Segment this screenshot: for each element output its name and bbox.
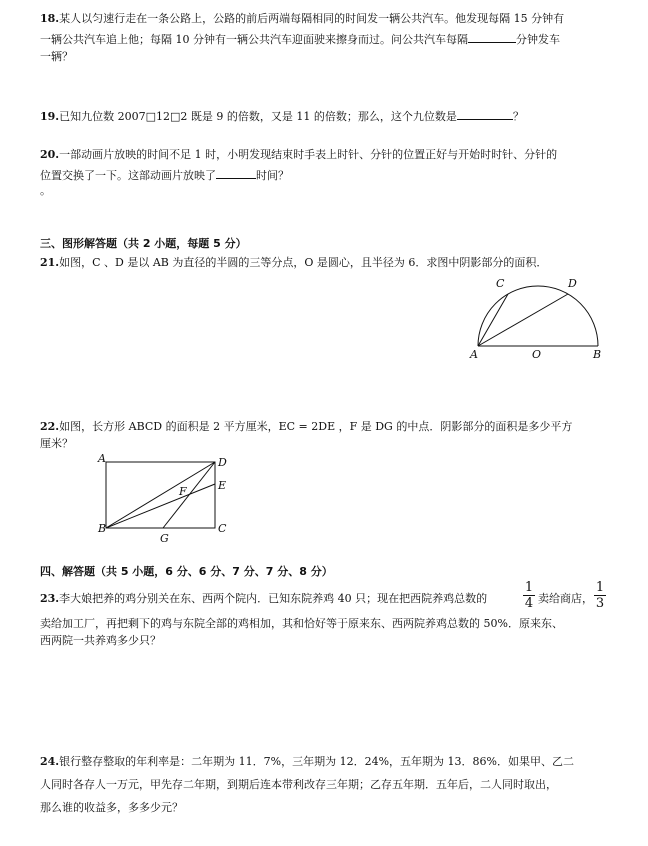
q20-text-1: 一部动画片放映的时间不足 1 时，小明发现结束时手表上时针、分针的位置正好与开始时时针、分针的 (59, 148, 558, 161)
q20-text-2: 位置交换了一下。这部动画片放映了 (40, 169, 216, 182)
q21-chord-ac (478, 294, 508, 346)
q20-line1 (40, 148, 557, 162)
q23-frac1-denominator: 4 (524, 596, 534, 611)
q22-text-2: 厘米？ (40, 437, 73, 450)
q22-label-c: C (218, 522, 227, 535)
q20-dot: 。 (40, 184, 51, 197)
q18-text-1: 某人以匀速行走在一条公路上，公路的前后两端每隔相同的时间发一辆公共汽车。他发现每隔 15 分钟有 (59, 12, 565, 25)
q20-text-2b: 时间？ (256, 169, 289, 182)
q19-number: 19. (40, 110, 60, 123)
q22-line2 (40, 437, 73, 451)
q19-end: ？ (512, 110, 524, 123)
q23-line1b: 卖给商店， (538, 592, 593, 605)
q22-line-gd (163, 462, 215, 528)
q24-line2: 人同时各存人一万元，甲先存二年期，到期后连本带利改存三年期；乙存五年期．五年后，二人同时取出， (40, 778, 557, 791)
section4-title: 四、解答题（共 5 小题，6 分、6 分、7 分、7 分、8 分） (40, 565, 333, 578)
q18-text-3: 一辆？ (40, 50, 73, 63)
q20-answer-blank[interactable] (216, 167, 256, 179)
q23-line3: 西两院一共养鸡多少只？ (40, 634, 161, 647)
q22-line-be (106, 484, 215, 528)
q22-label-a: A (98, 452, 106, 465)
q18-answer-blank[interactable] (468, 31, 516, 43)
q18-text-2b: 分钟发车 (516, 33, 560, 46)
q24-line1 (40, 755, 574, 769)
q22-figure (88, 450, 248, 546)
q18-number: 18. (40, 12, 60, 25)
q22-label-b: B (98, 522, 107, 535)
q24-line3: 那么谁的收益多，多多少元？ (40, 801, 183, 814)
q19-line (40, 108, 524, 124)
q24-text-1: 银行整存整取的年利率是：二年期为 11．7%，三年期为 12．24%，五年期为 13．86%．如果甲、乙二 (59, 755, 574, 768)
q23-fraction-2 (594, 581, 606, 610)
q21-label-c: C (496, 277, 505, 290)
q22-label-e: E (218, 479, 227, 492)
q21-chord-ad (478, 294, 568, 346)
q23-frac1-numerator: 1 (524, 580, 534, 595)
q21-number: 21. (40, 256, 60, 269)
q18-line3 (40, 50, 73, 64)
q19-text: 已知九位数 2007□12□2 既是 9 的倍数，又是 11 的倍数；那么，这个九位数是 (59, 110, 457, 123)
q22-line-bd (106, 462, 215, 528)
q18-text-2: 一辆公共汽车追上他；每隔 10 分钟有一辆公共汽车迎面驶来擦身而过。问公共汽车每隔 (40, 33, 468, 46)
q21-figure (460, 270, 610, 362)
q23-line1 (40, 592, 487, 606)
q23-frac2-numerator: 1 (595, 580, 605, 595)
q21-label-d: D (568, 277, 577, 290)
q22-text-1: 如图，长方形 ABCD 的面积是 2 平方厘米，EC = 2DE ，F 是 DG 的中点．阴影部分的面积是多少平方 (59, 420, 573, 433)
q23-text-1: 李大娘把养的鸡分别关在东、西两个院内．已知东院养鸡 40 只；现在把西院养鸡总数的 (59, 592, 488, 605)
q22-label-d: D (218, 456, 227, 469)
q18-line1 (40, 12, 564, 26)
q21-label-b: B (593, 348, 602, 361)
q20-number: 20. (40, 148, 60, 161)
q23-number: 23. (40, 592, 60, 605)
q20-line2 (40, 167, 289, 183)
q21-line (40, 256, 547, 270)
q18-line2 (40, 31, 560, 47)
q23-frac2-denominator: 3 (595, 596, 605, 611)
q22-line1 (40, 420, 572, 434)
q21-label-a: A (470, 348, 478, 361)
q21-semicircle-arc (478, 286, 598, 346)
q19-answer-blank[interactable] (457, 108, 513, 120)
q22-label-f: F (179, 485, 187, 498)
q23-fraction-1 (523, 581, 535, 610)
q21-text: 如图，C 、D 是以 AB 为直径的半圆的三等分点，O 是圆心，且半径为 6．求图中阴影部分的面积． (59, 256, 548, 269)
q24-number: 24. (40, 755, 60, 768)
q23-line2: 卖给加工厂，再把剩下的鸡与东院全部的鸡相加，其和恰好等于原来东、西两院养鸡总数的 50%．原来东、 (40, 617, 563, 630)
q22-number: 22. (40, 420, 60, 433)
q22-label-g: G (160, 532, 169, 545)
q21-label-o: O (532, 348, 542, 361)
section3-title: 三、图形解答题（共 2 小题，每题 5 分） (40, 237, 247, 250)
